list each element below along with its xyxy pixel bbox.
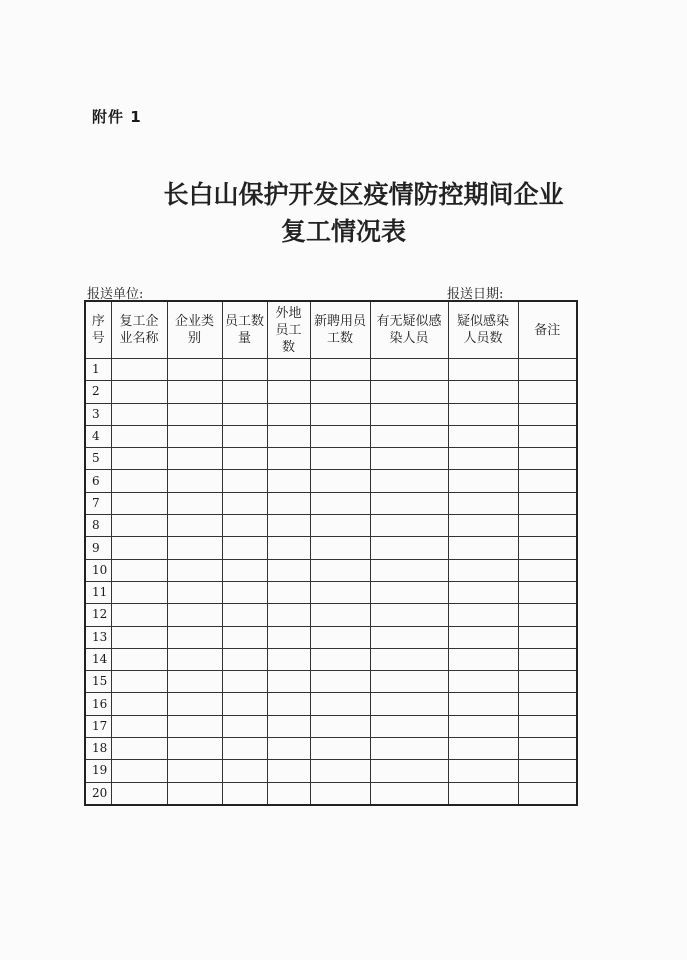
table-cell [370, 738, 448, 760]
table-cell [518, 626, 577, 648]
table-cell [111, 403, 167, 425]
column-header-line: 员工数 [224, 314, 264, 329]
table-cell [518, 515, 577, 537]
table-cell [518, 648, 577, 670]
table-cell [370, 626, 448, 648]
table-cell [370, 648, 448, 670]
table-cell [310, 492, 370, 514]
table-cell [518, 559, 577, 581]
table-cell [370, 448, 448, 470]
table-row [85, 671, 577, 693]
table-cell [222, 559, 267, 581]
table-cell [222, 537, 267, 559]
table-cell [222, 648, 267, 670]
table-row [85, 626, 577, 648]
document-title-line1: 长白山保护开发区疫情防控期间企业 [163, 180, 564, 209]
column-header-line: 别 [187, 331, 201, 346]
table-cell [310, 381, 370, 403]
table-cell [448, 425, 518, 447]
table-cell [267, 604, 310, 626]
row-number: 20 [85, 782, 111, 805]
table-cell [167, 738, 222, 760]
table-cell [222, 738, 267, 760]
table-cell [518, 581, 577, 603]
table-cell [111, 425, 167, 447]
row-number: 18 [85, 738, 111, 760]
table-cell [222, 604, 267, 626]
table-cell [167, 537, 222, 559]
table-cell [111, 515, 167, 537]
table-cell [448, 448, 518, 470]
table-row [85, 782, 577, 805]
table-cell [310, 693, 370, 715]
table-cell [267, 559, 310, 581]
table-row [85, 693, 577, 715]
table-cell [370, 693, 448, 715]
table-row [85, 537, 577, 559]
table-cell [310, 515, 370, 537]
table-cell [310, 760, 370, 782]
table-cell [111, 470, 167, 492]
table-cell [370, 381, 448, 403]
table-cell [370, 492, 448, 514]
row-number: 6 [85, 470, 111, 492]
table-cell [167, 760, 222, 782]
table-cell [518, 738, 577, 760]
table-cell [222, 671, 267, 693]
table-cell [310, 559, 370, 581]
table-cell [518, 537, 577, 559]
row-number: 3 [85, 403, 111, 425]
table-cell [448, 760, 518, 782]
table-cell [310, 715, 370, 737]
table-cell [222, 448, 267, 470]
table-cell [111, 492, 167, 514]
table-cell [167, 425, 222, 447]
table-cell [222, 425, 267, 447]
table-cell [222, 403, 267, 425]
table-cell [267, 470, 310, 492]
row-number: 19 [85, 760, 111, 782]
row-number: 11 [85, 581, 111, 603]
table-cell [111, 559, 167, 581]
column-header-line: 染人员 [389, 331, 429, 346]
table-cell [448, 782, 518, 805]
table-cell [111, 782, 167, 805]
table-row [85, 715, 577, 737]
table-row [85, 559, 577, 581]
table-cell [310, 782, 370, 805]
table-cell [370, 425, 448, 447]
table-cell [267, 693, 310, 715]
table-cell [310, 403, 370, 425]
column-header-line: 新聘用员 [313, 314, 366, 329]
table-row [85, 492, 577, 514]
table-cell [370, 537, 448, 559]
table-cell [167, 492, 222, 514]
table-cell [448, 626, 518, 648]
table-cell [111, 537, 167, 559]
row-number: 4 [85, 425, 111, 447]
table-cell [518, 448, 577, 470]
document-title-line2: 复工情况表 [280, 217, 406, 246]
table-cell [222, 715, 267, 737]
table-cell [222, 470, 267, 492]
table-cell [267, 782, 310, 805]
table-row [85, 760, 577, 782]
table-cell [518, 425, 577, 447]
table-cell [310, 604, 370, 626]
column-header [310, 301, 370, 359]
column-header [222, 301, 267, 359]
attachment-label: 附件 1 [92, 108, 142, 126]
row-number: 15 [85, 671, 111, 693]
table-cell [370, 760, 448, 782]
table-cell [222, 492, 267, 514]
table-cell [167, 470, 222, 492]
table-cell [518, 604, 577, 626]
row-number: 9 [85, 537, 111, 559]
table-cell [167, 604, 222, 626]
column-header [267, 301, 310, 359]
table-cell [222, 626, 267, 648]
table-header-row [85, 301, 577, 359]
table-cell [167, 715, 222, 737]
table-cell [111, 648, 167, 670]
table-cell [370, 581, 448, 603]
table-cell [167, 559, 222, 581]
table-cell [448, 738, 518, 760]
table-cell [448, 715, 518, 737]
table-cell [167, 626, 222, 648]
table-cell [448, 581, 518, 603]
table-cell [167, 671, 222, 693]
resumption-table [84, 300, 578, 806]
table-cell [111, 671, 167, 693]
table-cell [267, 760, 310, 782]
column-header-line: 员工 [275, 322, 302, 338]
table-row [85, 359, 577, 381]
table-row [85, 425, 577, 447]
table-row [85, 515, 577, 537]
table-cell [167, 381, 222, 403]
table-cell [310, 581, 370, 603]
table-cell [370, 515, 448, 537]
table-cell [167, 359, 222, 381]
table-row [85, 470, 577, 492]
table-cell [518, 715, 577, 737]
table-cell [267, 403, 310, 425]
table-cell [167, 648, 222, 670]
table-cell [448, 671, 518, 693]
table-cell [167, 403, 222, 425]
table-cell [111, 738, 167, 760]
table-cell [222, 381, 267, 403]
table-row [85, 381, 577, 403]
table-cell [518, 381, 577, 403]
row-number: 16 [85, 693, 111, 715]
row-number: 7 [85, 492, 111, 514]
column-header-line: 疑似感染 [456, 314, 509, 329]
table-cell [167, 782, 222, 805]
column-header-line: 号 [91, 331, 105, 346]
table-cell [310, 671, 370, 693]
table-cell [310, 738, 370, 760]
column-header-line: 序 [91, 314, 105, 329]
column-header [518, 301, 577, 359]
column-header [167, 301, 222, 359]
row-number: 8 [85, 515, 111, 537]
table-cell [310, 448, 370, 470]
column-header-line: 量 [237, 331, 251, 346]
table-cell [111, 448, 167, 470]
table-cell [310, 425, 370, 447]
table-cell [267, 671, 310, 693]
table-cell [222, 359, 267, 381]
column-header-line: 人员数 [463, 331, 503, 346]
table-cell [518, 403, 577, 425]
table-cell [267, 448, 310, 470]
column-header-line: 业名称 [119, 331, 159, 346]
report-unit-label: 报送单位: [87, 287, 144, 302]
table-cell [267, 381, 310, 403]
column-header-line: 企业类 [174, 314, 214, 329]
table-cell [518, 782, 577, 805]
row-number: 1 [85, 359, 111, 381]
table-cell [370, 715, 448, 737]
table-cell [111, 760, 167, 782]
row-number: 12 [85, 604, 111, 626]
table-row [85, 581, 577, 603]
row-number: 17 [85, 715, 111, 737]
table-cell [167, 581, 222, 603]
table-cell [370, 559, 448, 581]
column-header [448, 301, 518, 359]
table-cell [267, 359, 310, 381]
row-number: 10 [85, 559, 111, 581]
table-cell [310, 648, 370, 670]
column-header [111, 301, 167, 359]
table-cell [111, 581, 167, 603]
table-row [85, 448, 577, 470]
table-cell [518, 470, 577, 492]
table-cell [310, 359, 370, 381]
column-header-line: 外地 [275, 305, 302, 321]
table-cell [267, 425, 310, 447]
table-row [85, 738, 577, 760]
table-cell [448, 381, 518, 403]
table-cell [518, 359, 577, 381]
table-cell [267, 492, 310, 514]
table-cell [448, 604, 518, 626]
table-cell [222, 581, 267, 603]
column-header-line: 备注 [534, 322, 561, 338]
table-cell [370, 470, 448, 492]
table-cell [518, 760, 577, 782]
row-number: 2 [85, 381, 111, 403]
table-cell [267, 626, 310, 648]
table-cell [267, 515, 310, 537]
table-cell [370, 403, 448, 425]
table-cell [267, 581, 310, 603]
row-number: 5 [85, 448, 111, 470]
column-header [85, 301, 111, 359]
table-cell [111, 693, 167, 715]
table-cell [222, 515, 267, 537]
table-cell [222, 782, 267, 805]
row-number: 13 [85, 626, 111, 648]
table-cell [222, 693, 267, 715]
table-cell [518, 693, 577, 715]
table-body [85, 359, 577, 805]
table-cell [448, 515, 518, 537]
table-cell [370, 782, 448, 805]
table-cell [267, 537, 310, 559]
column-header-line: 数 [281, 339, 295, 355]
table-cell [518, 671, 577, 693]
table-cell [111, 381, 167, 403]
column-header-line: 复工企 [119, 314, 159, 329]
table-cell [167, 693, 222, 715]
report-date-label: 报送日期: [447, 287, 504, 302]
table-row [85, 403, 577, 425]
column-header-line: 工数 [326, 331, 353, 346]
column-header-line: 有无疑似感 [376, 314, 442, 329]
table-cell [167, 448, 222, 470]
table-cell [222, 760, 267, 782]
table-cell [518, 492, 577, 514]
table-cell [111, 359, 167, 381]
table-cell [448, 359, 518, 381]
table-cell [448, 470, 518, 492]
table-cell [370, 359, 448, 381]
table-row [85, 648, 577, 670]
row-number: 14 [85, 648, 111, 670]
table-cell [448, 559, 518, 581]
table-cell [167, 515, 222, 537]
table-cell [310, 626, 370, 648]
table-cell [448, 537, 518, 559]
table-cell [111, 604, 167, 626]
table-cell [448, 492, 518, 514]
table-cell [448, 403, 518, 425]
table-cell [267, 715, 310, 737]
table-cell [310, 470, 370, 492]
table-cell [370, 604, 448, 626]
table-cell [310, 537, 370, 559]
table-cell [267, 648, 310, 670]
table-cell [448, 693, 518, 715]
column-header [370, 301, 448, 359]
table-cell [111, 626, 167, 648]
table-row [85, 604, 577, 626]
table-cell [267, 738, 310, 760]
table-cell [370, 671, 448, 693]
table-cell [111, 715, 167, 737]
table-cell [448, 648, 518, 670]
